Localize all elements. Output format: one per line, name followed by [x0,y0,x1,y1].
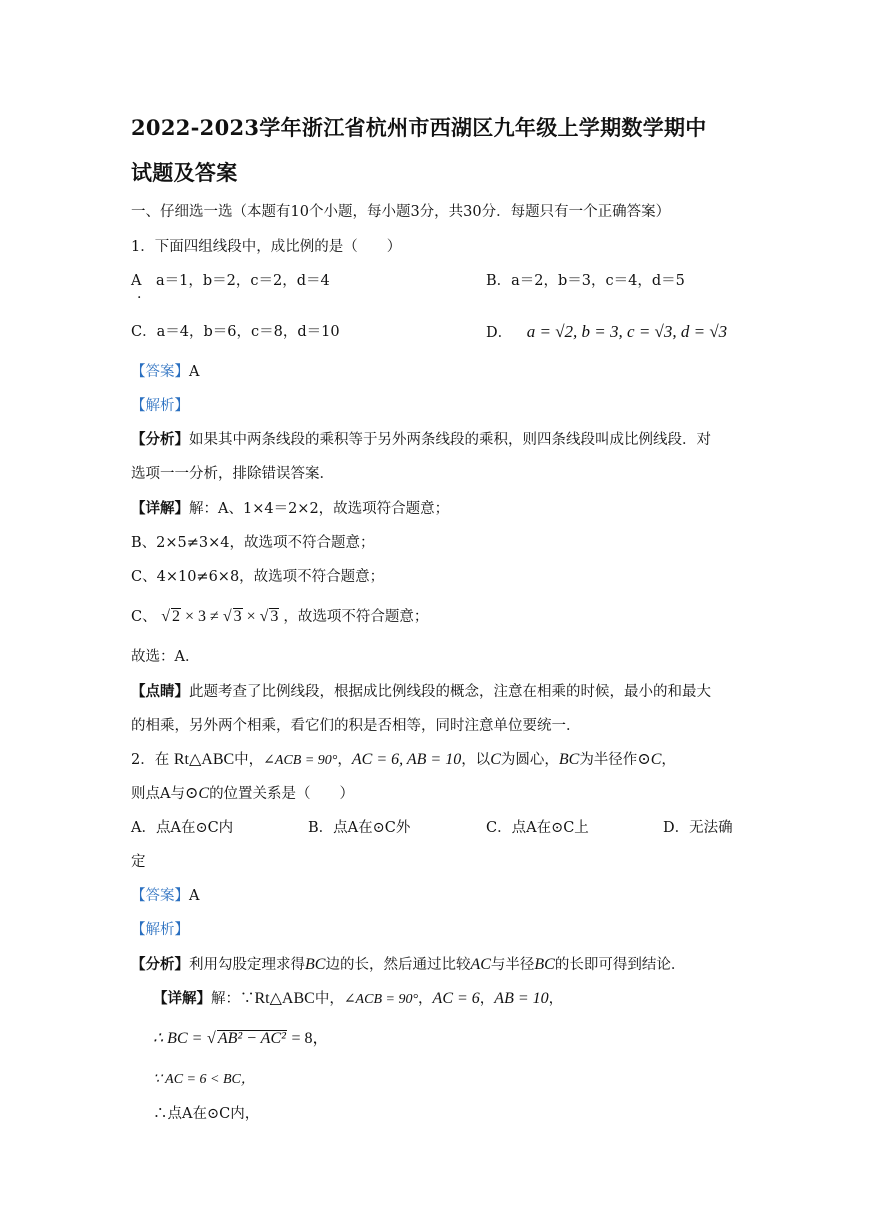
q2-analysis-tag: 【解析】 [131,922,189,938]
xiangjie4-label: C、 [131,609,157,625]
q2-stem-text: ， [661,752,676,768]
doc-title-line1: 2022-2023学年浙江省杭州市西湖区九年级上学期数学期中 [131,115,707,140]
q2-answer [131,885,199,907]
dianjing-text: 此题考查了比例线段，根据成比例线段的概念，注意在相乘的时候，最小的和最大 [189,684,711,700]
fenxi-ac: AC [470,956,491,973]
sqrt-radicand: AB² − AC² [217,1030,286,1047]
q1-dianjing-line2: 的相乘，另外两个相乘，看它们的积是否相等，同时注意单位要统一． [131,718,581,734]
q2-inequality: ∵ AC = 6 < BC， [153,1072,255,1087]
fenxi-text: 边的长，然后通过比较 [325,957,471,973]
bullet-dot: · [137,290,142,306]
q2-point-c: C [490,751,501,768]
q2-xiangjie-line3 [153,1068,255,1091]
q1-xiangjie-line1 [131,498,449,520]
fenxi-tag: 【分析】 [131,956,189,973]
q2-ac: AC = 6 [432,990,480,1007]
q2-triangle: Rt△ABC [173,751,235,768]
xiangjie-text: 解：A、1×4＝2×2，故选项符合题意； [189,501,450,517]
q2-triangle: Rt△ABC [254,990,315,1007]
q1-option-d-label: D． [486,325,513,341]
bc-equals: ∴ BC = [153,1030,203,1047]
fenxi-bc: BC [305,956,326,973]
q2-angle: ∠ACB = 90° [263,753,338,768]
q1-option-c: C．a＝4，b＝6，c＝8，d＝10 [131,324,340,340]
xiangjie-text: 解：∵ [211,991,255,1007]
bc-result: = 8， [291,1030,329,1047]
q2-option-d-wrap: 定 [131,854,146,870]
fenxi-text: 如果其中两条线段的乘积等于另外两条线段的乘积，则四条线段叫成比例线段．对 [189,432,711,448]
q2-lengths: AC = 6, AB = 10 [351,751,462,768]
q2-stem-text: 为圆心， [500,752,559,768]
q2-option-d: D．无法确 [663,820,733,836]
q1-option-d-formula: a = √2, b = 3, c = √3, d = √3 [526,322,728,341]
q2-stem-text: ， [337,752,352,768]
answer-value: A [189,888,200,904]
q1-xiangjie-line4 [131,606,428,628]
q1-xiangjie-line2: B、2×5≠3×4，故选项不符合题意； [131,535,375,551]
q2-stem-text: ，以 [461,752,491,768]
q2-circle: ⊙C [184,785,210,802]
q2-angle: ∠ACB = 90° [343,992,419,1007]
q2-option-c: C．点A在⊙C上 [486,820,589,836]
answer-tag: 【答案】 [131,888,189,904]
q2-xiangjie-line4: ∴点A在⊙C内， [153,1106,260,1122]
xiangjie-text: ， [548,991,564,1007]
q2-stem-text: 则点A与 [131,786,185,802]
q2-option-a: A．点A在⊙C内 [131,820,234,836]
sqrt-sign: √ [207,1030,216,1047]
fenxi-bc: BC [534,956,555,973]
q2-stem-line1 [131,749,676,772]
q1-answer [131,361,199,383]
q2-fenxi [131,954,685,976]
sqrt-expression: √ 2 × 3 ≠ √ 3 × √ 3 [161,608,279,625]
xiangjie-tag: 【详解】 [131,500,189,517]
q2-stem-text: 为半径作 [579,752,638,768]
q2-xiangjie-line1 [153,988,563,1011]
fenxi-text: 与半径 [490,957,535,973]
q2-stem-line2 [131,783,354,805]
q1-option-a: A a＝1，b＝2，c＝2，d＝4 [131,273,330,289]
q1-stem: 1．下面四组线段中，成比例的是（ ） [131,239,402,255]
xiangjie-text: ， [418,991,433,1007]
answer-value: A [189,364,200,380]
q1-option-d [486,321,727,344]
answer-tag: 【答案】 [131,364,189,380]
q1-option-b: B．a＝2，b＝3，c＝4，d＝5 [486,273,685,289]
xiangjie4-tail: ，故选项不符合题意； [283,609,429,625]
doc-title-line2: 试题及答案 [131,160,238,185]
q2-stem-text: 的位置关系是（ ） [209,786,355,802]
q1-analysis-tag: 【解析】 [131,398,189,414]
q2-stem-text: 中， [234,752,264,768]
xiangjie-tag: 【详解】 [153,990,211,1007]
fenxi-tag: 【分析】 [131,431,189,448]
xiangjie-text: 中， [314,991,344,1007]
xiangjie-text: ， [479,991,495,1007]
q2-bc: BC [558,751,580,768]
fenxi-text: 的长即可得到结论． [554,957,686,973]
q2-ab: AB = 10 [494,990,549,1007]
q1-fenxi-line2: 选项一一分析，排除错误答案． [131,466,334,482]
section-heading: 一、仔细选一选（本题有10个小题，每小题3分，共30分．每题只有一个正确答案） [131,204,671,220]
q2-stem-text: 2．在 [131,752,170,768]
q2-xiangjie-line2 [153,1028,329,1050]
dianjing-tag: 【点睛】 [131,683,189,700]
q1-dianjing-line1 [131,681,711,703]
q1-choose: 故选：A． [131,649,200,665]
q2-option-b: B．点A在⊙C外 [308,820,411,836]
q2-circle: ⊙C [637,751,662,768]
q1-xiangjie-line3: C、4×10≠6×8，故选项不符合题意； [131,569,385,585]
fenxi-text: 利用勾股定理求得 [189,957,305,973]
q1-fenxi-line1 [131,429,711,451]
